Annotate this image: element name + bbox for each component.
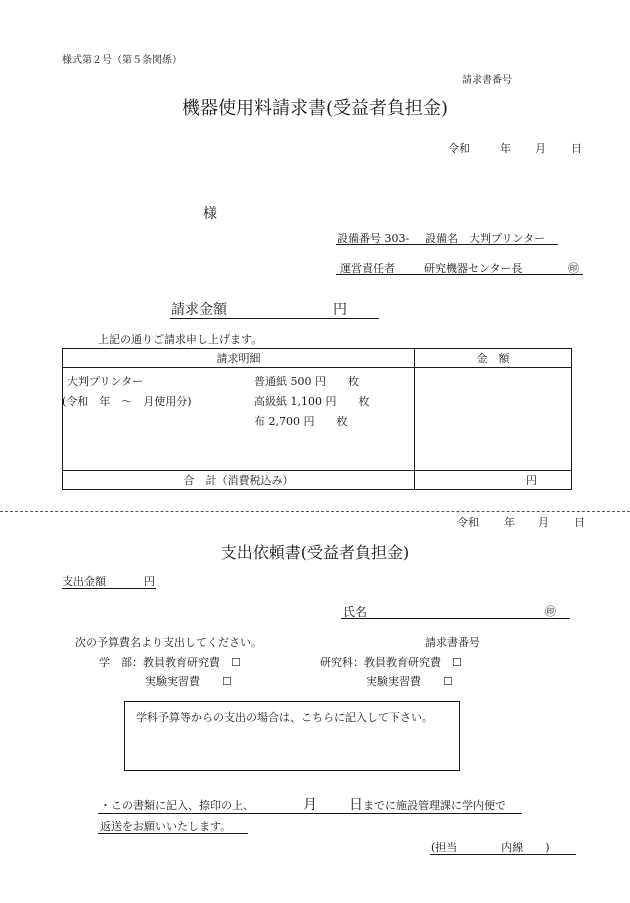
item-period: (令和 年 ～ 月使用分) [62,395,192,408]
notice-day-char: 日 [349,797,363,813]
detail-cell [63,368,415,471]
table-header-row [63,349,572,368]
equipment-number: 設備番号 303- [337,232,410,245]
header-detail: 請求明細 [63,349,415,368]
notice-line2: 返送をお願いいたします。 [100,820,232,833]
pay-amount-unit: 円 [144,575,155,588]
total-unit: 円 [415,471,572,490]
date-era: 令和 [448,142,470,155]
name-label: 氏名 [343,605,368,619]
date-year: 年 [500,142,511,155]
total-label: 合 計（消費税込み） [63,471,415,490]
item-name: 大判プリンター [67,375,144,388]
rate-premium: 高級紙 1,100 円 枚 [254,395,370,408]
date-era: 令和 [457,516,479,529]
form-number: 様式第２号（第５条関係） [62,55,182,66]
manager-name: 研究機器センター長 [424,262,523,275]
date-month: 月 [535,142,546,155]
table-total-row [63,471,572,490]
graduate-budget: 研究科：教員教育研究費 ☐ [320,656,462,669]
name-underline [341,618,570,619]
seal-mark: ㊞ [568,262,579,275]
equipment-name: 設備名 大判プリンター [425,232,546,245]
notice-day [349,794,506,814]
notice-day-rest: までに施設管理課に学内便で [363,799,506,812]
invoice-intro: 上記の通りご請求申し上げます。 [98,333,263,346]
dept-note-box [124,701,460,771]
budget-instruction: 次の予算費名より支出してください。 [75,636,262,649]
seal-mark: ㊞ [545,605,556,618]
pay-invoice-number-label: 請求書番号 [425,636,480,649]
contact: (担当 内線 ) [431,841,550,854]
cut-line [0,511,630,512]
notice-month: 月 [303,797,317,813]
dept-note: 学科予算等からの支出の場合は、こちらに記入して下さい。 [136,711,433,724]
rate-plain: 普通紙 500 円 枚 [254,375,359,388]
notice-part1: ・この書類に記入、捺印の上、 [100,799,254,812]
graduate-practice: 実験実習費 ☐ [366,675,453,688]
date-day: 日 [574,516,585,529]
manager-label: 運営責任者 [340,262,395,275]
header-amount: 金 額 [415,349,572,368]
payment-title: 支出依頼書(受益者負担金) [220,543,410,562]
detail-table [62,348,572,490]
amount-unit: 円 [333,302,347,318]
date-day: 日 [571,142,582,155]
date-month: 月 [538,516,549,529]
invoice-title: 機器使用料請求書(受益者負担金) [181,98,449,119]
table-body-row [63,368,572,471]
amount-cell [415,368,572,471]
pay-amount-label: 支出金額 [62,575,106,588]
faculty-practice: 実験実習費 ☐ [145,675,232,688]
recipient-suffix: 様 [203,206,217,222]
date-year: 年 [504,516,515,529]
rate-cloth: 布 2,700 円 枚 [254,415,348,428]
amount-label: 請求金額 [171,302,227,318]
faculty-budget: 学 部：教員教育研究費 ☐ [99,656,241,669]
invoice-number-label: 請求書番号 [462,75,512,86]
